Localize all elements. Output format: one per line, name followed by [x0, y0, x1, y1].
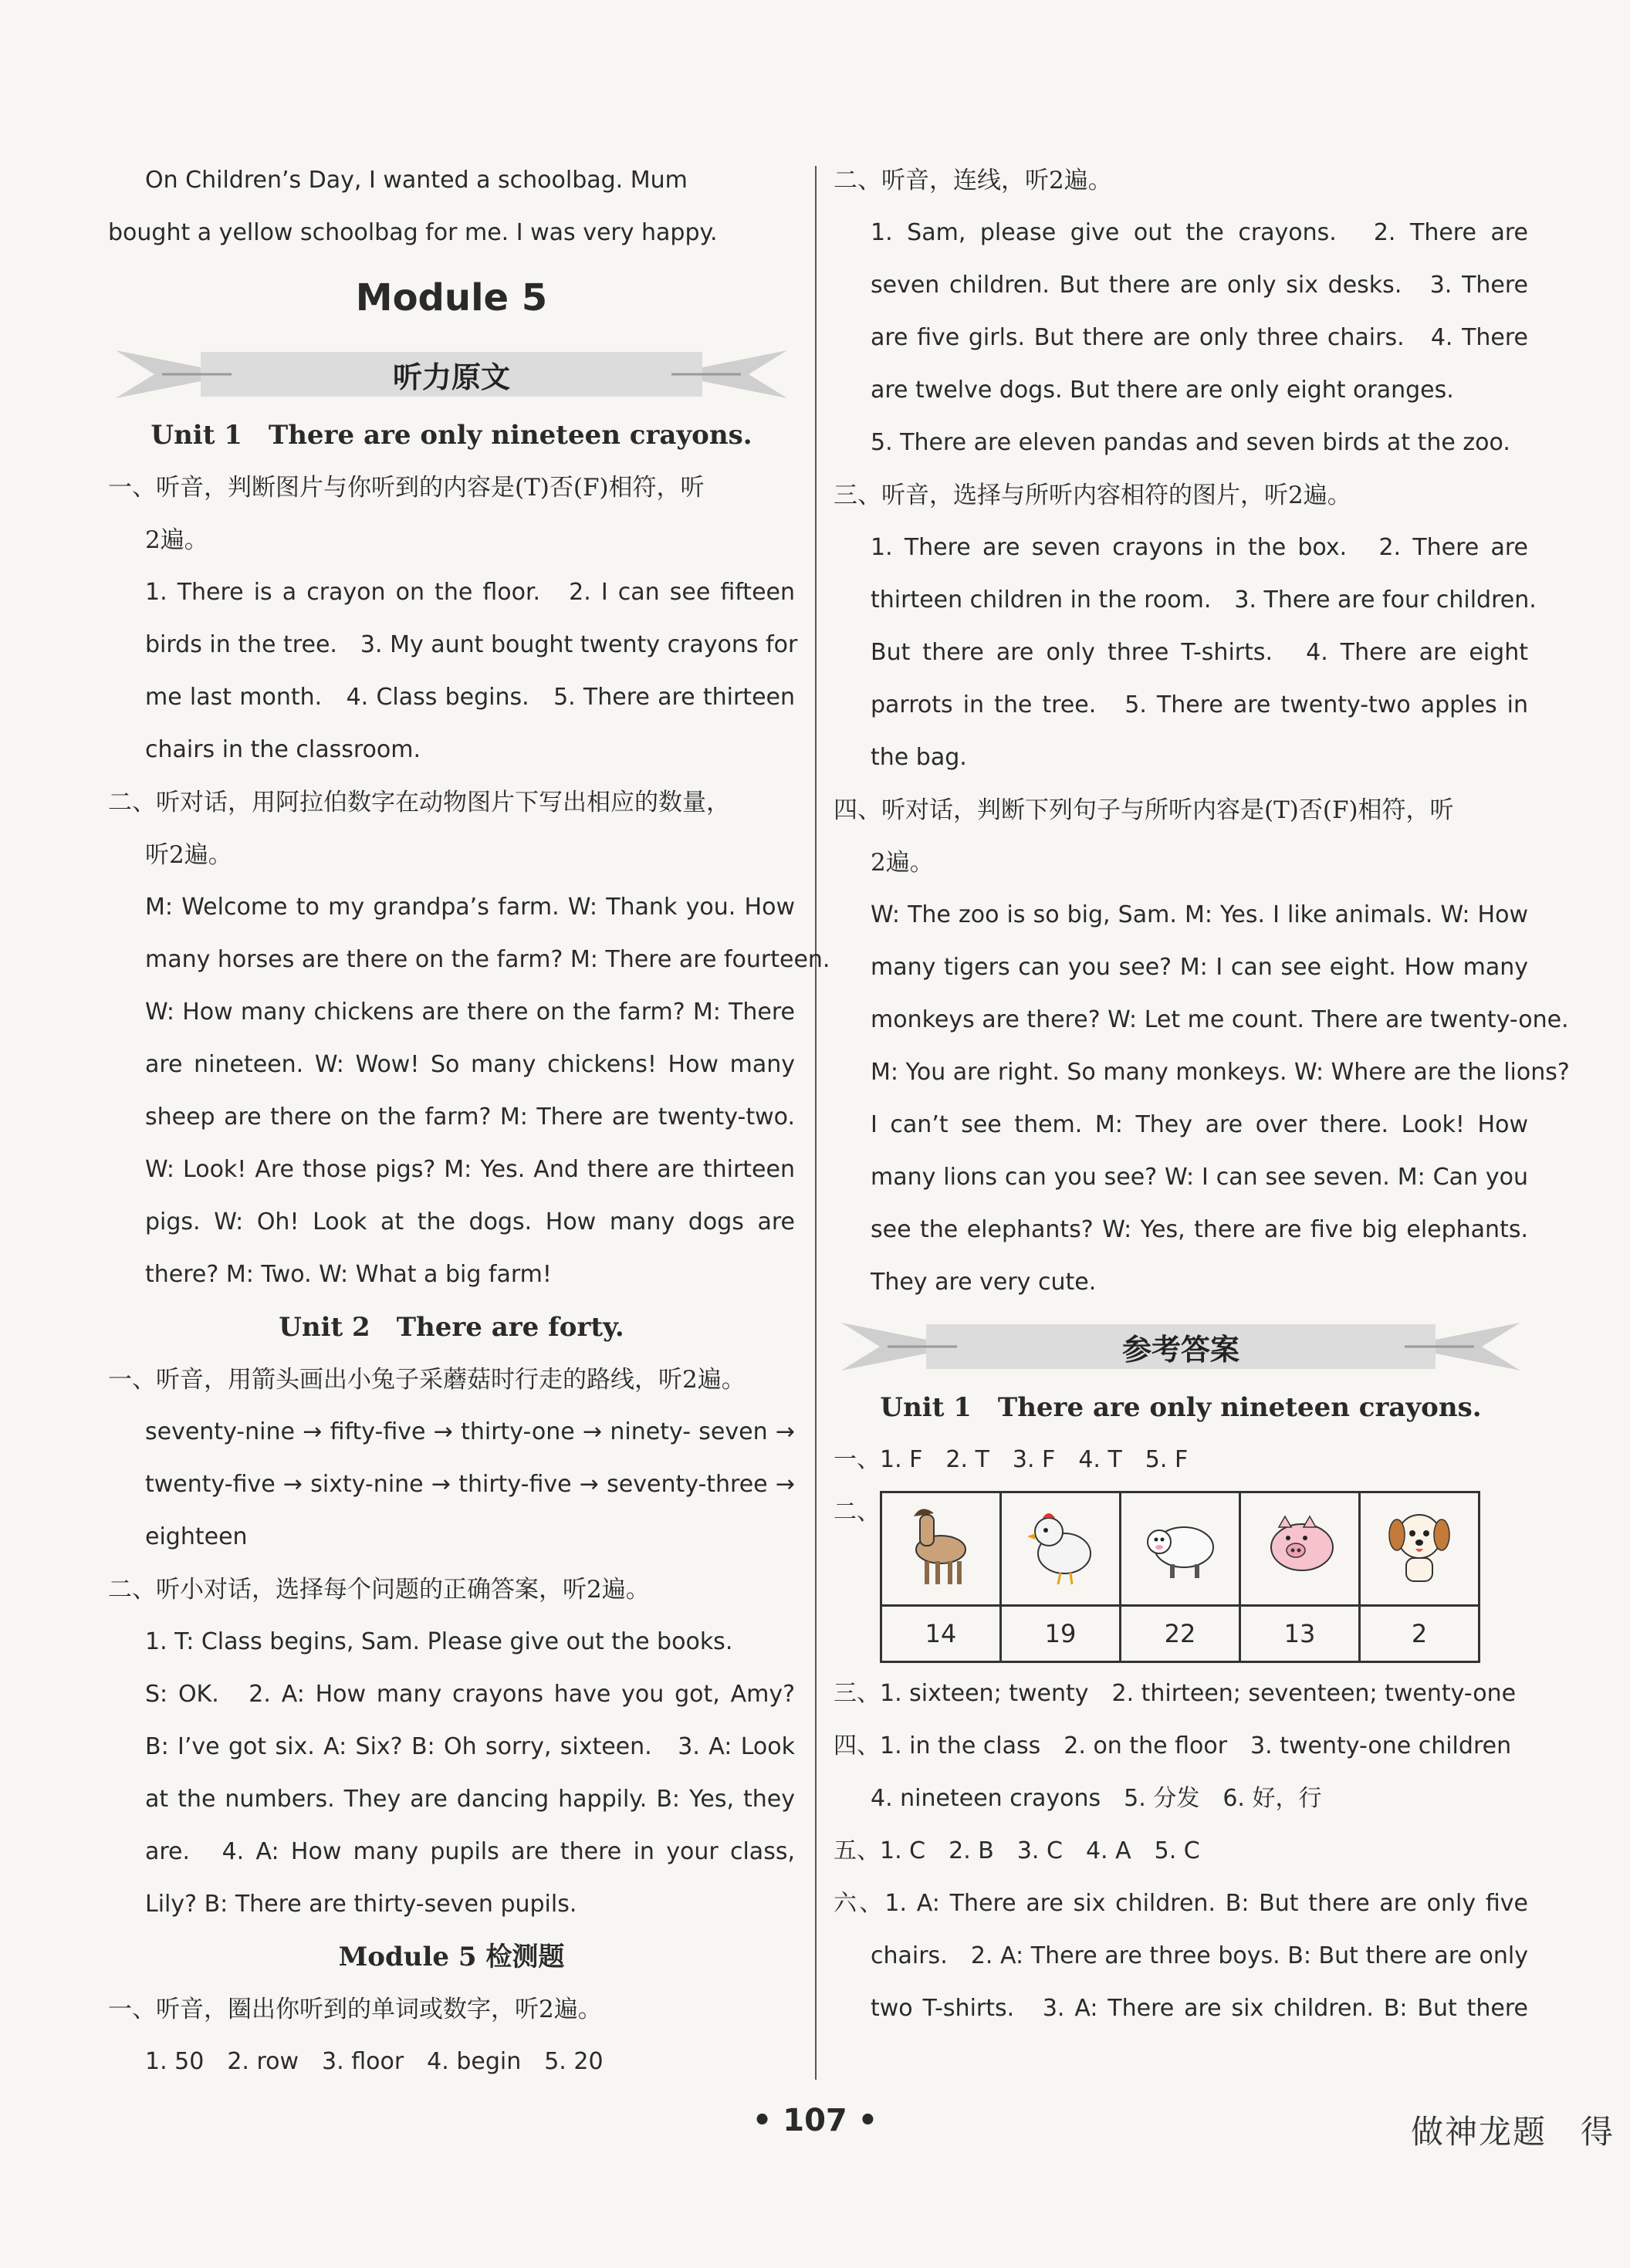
page-number: • 107 •	[752, 2103, 878, 2138]
section-banner	[834, 1317, 1528, 1377]
question-heading: 四、听对话，判断下列句子与所听内容是(T)否(F)相符，听	[834, 796, 1454, 824]
answer-line: 1. 50 2. row 3. floor 4. begin 5. 20	[145, 2048, 604, 2075]
sheep-icon	[1121, 1492, 1240, 1606]
transcript-line: W: How many chickens are there on the farm? M: There	[145, 999, 795, 1026]
transcript-line: chairs in the classroom.	[145, 736, 421, 763]
question-heading: 2遍。	[145, 526, 208, 554]
question-heading: 一、听音，判断图片与你听到的内容是(T)否(F)相符，听	[108, 474, 705, 502]
transcript-line: see the elephants? W: Yes, there are five big elephants.	[871, 1216, 1528, 1243]
count-cell: 14	[881, 1606, 1001, 1662]
transcript-line: are. 4. A: How many pupils are there in your class,	[145, 1838, 795, 1865]
transcript-line: birds in the tree. 3. My aunt bought twenty crayons for	[145, 631, 798, 658]
transcript-line: 1. There is a crayon on the floor. 2. I can see fifteen	[145, 579, 795, 606]
table-row	[881, 1606, 1480, 1662]
banner-title: 听力原文	[392, 360, 510, 394]
intro-line: On Children’s Day, I wanted a schoolbag. Mum	[145, 167, 688, 194]
question-heading: 二、听音，连线，听2遍。	[834, 167, 1112, 194]
transcript-line: 1. There are seven crayons in the box. 2. There are	[871, 534, 1528, 561]
transcript-line: sheep are there on the farm? M: There are twenty-two.	[145, 1104, 795, 1131]
question-heading: 二、听小对话，选择每个问题的正确答案，听2遍。	[108, 1576, 650, 1604]
transcript-line: seventy-nine → fifty-five → thirty-one → ninety- seven →	[145, 1418, 795, 1445]
chicken-icon	[1001, 1492, 1121, 1606]
transcript-line: pigs. W: Oh! Look at the dogs. How many dogs are	[145, 1208, 795, 1235]
transcript-line: But there are only three T-shirts. 4. There are eight	[871, 639, 1528, 666]
column-divider	[815, 166, 817, 2080]
count-cell: 13	[1240, 1606, 1360, 1662]
answer-line: chairs. 2. A: There are three boys. B: But there are only	[871, 1942, 1528, 1969]
answer-label: 二、	[834, 1499, 880, 1526]
answer-line: 五、1. C 2. B 3. C 4. A 5. C	[834, 1837, 1200, 1864]
unit-title: Unit 1 There are only nineteen crayons.	[880, 1392, 1482, 1423]
section-banner	[108, 344, 795, 404]
answer-line: two T-shirts. 3. A: There are six children. B: But there	[871, 1995, 1528, 2022]
module-title: Module 5	[355, 276, 548, 319]
question-heading: 三、听音，选择与所听内容相符的图片，听2遍。	[834, 482, 1351, 509]
count-cell: 19	[1001, 1606, 1121, 1662]
brand-slogan: 做神龙题 得	[1410, 2113, 1615, 2151]
transcript-line: me last month. 4. Class begins. 5. There are thirteen	[145, 684, 795, 711]
transcript-line: many horses are there on the farm? M: There are fourteen.	[145, 946, 830, 973]
unit-title: Unit 2 There are forty.	[279, 1312, 624, 1343]
question-heading: 听2遍。	[145, 841, 232, 869]
answer-line: 三、1. sixteen; twenty 2. thirteen; seventeen; twenty-one	[834, 1680, 1517, 1707]
transcript-line: thirteen children in the room. 3. There are four children.	[871, 586, 1537, 613]
transcript-line: twenty-five → sixty-nine → thirty-five → seventy-three →	[145, 1471, 795, 1498]
unit-title: Unit 1 There are only nineteen crayons.	[150, 420, 752, 451]
pig-icon	[1240, 1492, 1360, 1606]
answer-line: 一、1. F 2. T 3. F 4. T 5. F	[834, 1446, 1189, 1473]
transcript-line: W: Look! Are those pigs? M: Yes. And there are thirteen	[145, 1156, 795, 1183]
transcript-line: are five girls. But there are only three chairs. 4. There	[871, 324, 1528, 351]
test-title: Module 5 检测题	[338, 1942, 565, 1972]
transcript-line: seven children. But there are only six desks. 3. There	[871, 272, 1528, 299]
answer-table-block	[834, 1491, 1528, 1663]
transcript-line: I can’t see them. M: They are over there. Look! How	[871, 1111, 1528, 1138]
question-heading: 一、听音，圈出你听到的单词或数字，听2遍。	[108, 1996, 602, 2023]
transcript-line: there? M: Two. W: What a big farm!	[145, 1261, 552, 1288]
question-heading: 二、听对话，用阿拉伯数字在动物图片下写出相应的数量，	[108, 789, 730, 816]
transcript-line: 5. There are eleven pandas and seven birds at the zoo.	[871, 429, 1510, 456]
transcript-line: S: OK. 2. A: How many crayons have you got, Amy?	[145, 1681, 795, 1708]
transcript-line: B: I’ve got six. A: Six? B: Oh sorry, sixteen. 3. A: Look	[145, 1733, 795, 1760]
transcript-line: at the numbers. They are dancing happily. B: Yes, they	[145, 1786, 795, 1813]
transcript-line: are twelve dogs. But there are only eight oranges.	[871, 377, 1454, 404]
transcript-line: 1. T: Class begins, Sam. Please give out the books.	[145, 1628, 733, 1655]
answer-line: 六、1. A: There are six children. B: But there are only five	[834, 1890, 1528, 1917]
answer-line: 4. nineteen crayons 5. 分发 6. 好，行	[871, 1785, 1322, 1812]
animal-count-table	[880, 1491, 1480, 1663]
transcript-line: W: The zoo is so big, Sam. M: Yes. I like animals. W: How	[871, 901, 1528, 928]
count-cell: 2	[1360, 1606, 1480, 1662]
intro-line: bought a yellow schoolbag for me. I was very happy.	[108, 219, 718, 246]
transcript-line: the bag.	[871, 744, 967, 771]
transcript-line: are nineteen. W: Wow! So many chickens! How many	[145, 1051, 795, 1078]
left-column	[108, 154, 830, 2088]
dog-icon	[1360, 1492, 1480, 1606]
count-cell: 22	[1121, 1606, 1240, 1662]
transcript-line: M: Welcome to my grandpa’s farm. W: Thank you. How	[145, 894, 795, 921]
transcript-line: many tigers can you see? M: I can see eight. How many	[871, 954, 1528, 981]
right-column	[834, 154, 1570, 2035]
banner-title: 参考答案	[1121, 1333, 1239, 1367]
transcript-line: monkeys are there? W: Let me count. There are twenty-one.	[871, 1006, 1569, 1033]
transcript-line: Lily? B: There are thirty-seven pupils.	[145, 1891, 577, 1918]
transcript-line: parrots in the tree. 5. There are twenty-two apples in	[871, 691, 1528, 718]
transcript-line: They are very cute.	[871, 1269, 1097, 1296]
horse-icon	[881, 1492, 1001, 1606]
transcript-line: 1. Sam, please give out the crayons. 2. There are	[871, 219, 1528, 246]
question-heading: 一、听音，用箭头画出小兔子采蘑菇时行走的路线，听2遍。	[108, 1366, 746, 1394]
transcript-line: many lions can you see? W: I can see seven. M: Can you	[871, 1164, 1528, 1191]
transcript-line: M: You are right. So many monkeys. W: Where are the lions?	[871, 1059, 1570, 1086]
question-heading: 2遍。	[871, 849, 934, 877]
answer-line: 四、1. in the class 2. on the floor 3. twenty-one children	[834, 1732, 1512, 1759]
table-row	[881, 1492, 1480, 1606]
transcript-line: eighteen	[145, 1523, 248, 1550]
